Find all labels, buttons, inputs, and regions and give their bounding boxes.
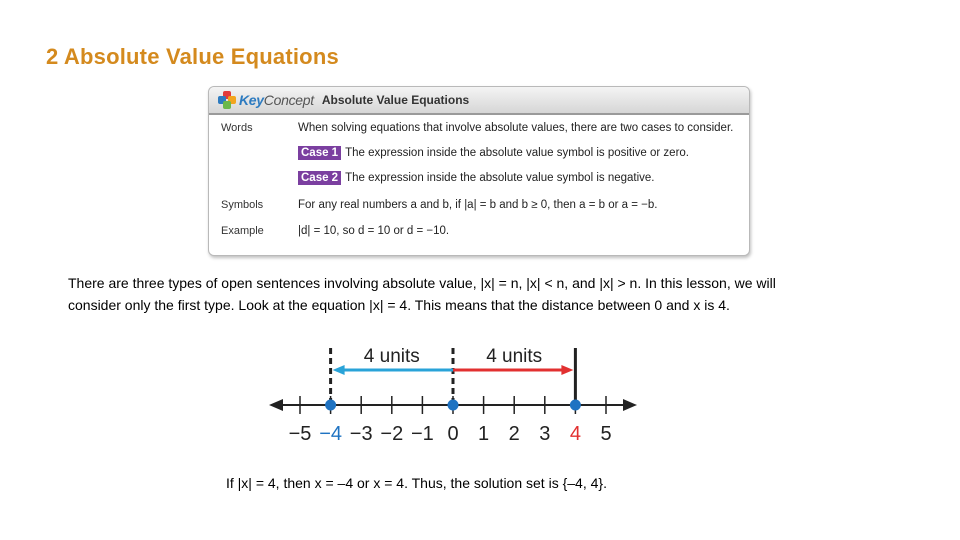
- explanation-paragraph: There are three types of open sentences involving absolute value, |x| = n, |x| < n, and |x| > n. In this lesson, we will consider only the first type. Look at the equation |x| = 4. This means that the distance between 0 and x is 4.: [68, 275, 776, 313]
- conclusion-text: If |x| = 4, then x = –4 or x = 4. Thus, the solution set is {–4, 4}.: [226, 475, 607, 491]
- right-distance-arrowhead: [561, 365, 573, 375]
- slide-title: 2 Absolute Value Equations: [46, 44, 339, 69]
- case1-text: The expression inside the absolute value symbol is positive or zero.: [345, 147, 689, 159]
- tick-label: 0: [447, 423, 459, 445]
- number-line-point: [570, 400, 581, 411]
- tick-label: −4: [319, 423, 343, 445]
- symbols-label: Symbols: [221, 199, 264, 211]
- words-label: Words: [221, 122, 253, 134]
- case2-row: [298, 171, 655, 185]
- brand-concept: Concept: [263, 92, 314, 108]
- tick-label: −1: [410, 423, 434, 445]
- number-line-left-arrowhead: [269, 399, 283, 411]
- tick-label: 1: [478, 423, 490, 445]
- key-concept-brand: [239, 92, 314, 108]
- key-concept-topic: Absolute Value Equations: [321, 93, 470, 107]
- number-line-point: [325, 400, 336, 411]
- tick-label: −2: [380, 423, 404, 445]
- tick-label: 2: [508, 423, 520, 445]
- case1-row: [298, 146, 689, 160]
- case1-tag: Case 1: [298, 146, 341, 160]
- words-text: When solving equations that involve absolute values, there are two cases to consider.: [298, 122, 734, 134]
- left-distance-label: 4 units: [363, 346, 420, 367]
- number-line-point: [448, 400, 459, 411]
- number-line-figure: [265, 340, 645, 450]
- left-distance-arrowhead: [333, 365, 345, 375]
- tick-label: 5: [600, 423, 612, 445]
- tick-label: 3: [539, 423, 551, 445]
- tick-label: 4: [569, 423, 581, 445]
- key-concept-header: [209, 87, 749, 115]
- number-line-right-arrowhead: [623, 399, 637, 411]
- brand-key: Key: [239, 92, 264, 108]
- case2-text: The expression inside the absolute value symbol is negative.: [345, 172, 655, 184]
- example-label: Example: [221, 225, 264, 237]
- case2-tag: Case 2: [298, 171, 341, 185]
- symbols-text: For any real numbers a and b, if |a| = b and b ≥ 0, then a = b or a = −b.: [298, 199, 658, 211]
- right-distance-label: 4 units: [486, 346, 543, 367]
- tick-label: −3: [349, 423, 373, 445]
- key-concept-box: [208, 86, 750, 256]
- key-concept-logo-icon: [218, 91, 236, 109]
- tick-label: −5: [288, 423, 312, 445]
- example-text: |d| = 10, so d = 10 or d = −10.: [298, 225, 450, 237]
